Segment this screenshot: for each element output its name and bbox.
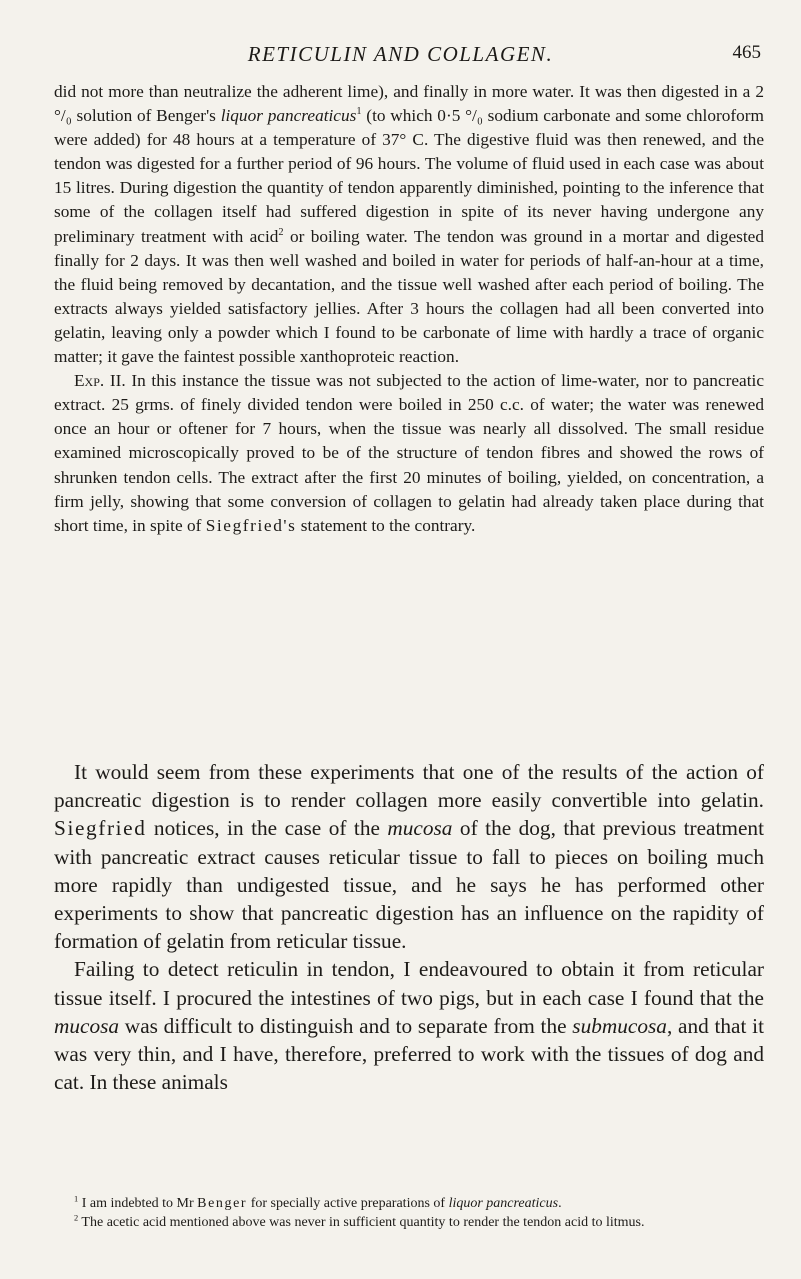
author-name: Siegfried's [205, 515, 297, 535]
footnote-ref-2: 2 [278, 226, 284, 238]
text-run: or boiling water. The tendon was ground in a mortar and digested finally for 2 days. It was then well washed and boiled in water for periods of half-an-hour at a time, the fluid being removed by decantation, and the tissue well washed after each period of boiling. The extracts always yielded satisfactory jellies. After 3 hours the collagen had all been converted into gelatin, leaving only a powder which I found to be carbonate of lime with hardly a trace of organic matter; it gave the faintest possible xanthoproteic reaction. [54, 226, 764, 367]
page-header [40, 42, 761, 72]
text-run: for specially active preparations of [247, 1196, 449, 1211]
footnote-1 [54, 1195, 764, 1214]
text-run: . [558, 1196, 562, 1211]
experiment-label: Exp. II. [74, 371, 126, 391]
paragraph-discussion-1 [54, 758, 764, 955]
text-run: of the dog, that previous treatment with pancreatic extract causes reticular tissue to fall to pieces on boiling much more rapidly than undigested tissue, and he says he has performed other experiments to show that pancreatic digestion has an influence on the rapidity of formation of gelatin from reticular tissue. [54, 816, 765, 954]
footnote-mark: 2 [74, 1212, 79, 1222]
author-name: Siegfried [54, 816, 147, 841]
italic-term: mucosa [54, 1013, 120, 1038]
text-run: , and that it was very thin, and I have, therefore, preferred to work with the tissues of dog and cat. In these animals [54, 1013, 764, 1095]
author-name: Benger [197, 1196, 248, 1211]
text-run: The acetic acid mentioned above was never in sufficient quantity to render the tendon acid to litmus. [78, 1214, 645, 1230]
experiment-text [54, 80, 764, 538]
italic-term: submucosa [572, 1013, 667, 1038]
text-run: statement to the contrary. [296, 515, 476, 535]
paragraph-exp-1-continued [54, 80, 764, 369]
text-run: It would seem from these experiments that one of the results of the action of pancreatic digestion is to render collagen more easily convertible into gelatin. [54, 760, 764, 813]
italic-term: liquor pancreaticus [220, 106, 357, 126]
text-run: I am indebted to Mr [78, 1196, 198, 1211]
footnotes [54, 1195, 764, 1232]
text-run: did not more than neutralize the adherent lime), and finally in more water. It was then digested in a 2 °/₀ solution of Benger's [54, 82, 764, 126]
text-run: In this instance the tissue was not subjected to the action of lime-water, nor to pancreatic extract. 25 grms. of finely divided tendon were boiled in 250 c.c. of water; the water was renewed once an hour or oftener for 7 hours, when the tissue was nearly all dissolved. The small residue examined microscopically proved to be of the structure of tendon fibres and showed the rows of shrunken tendon cells. The extract after the first 20 minutes of boiling, yielded, on concentration, a firm jelly, showing that some conversion of collagen to gelatin had already taken place during that short time, in spite of [54, 371, 764, 535]
text-run: was difficult to distinguish and to separate from the [119, 1013, 573, 1038]
italic-term: mucosa [387, 816, 453, 841]
italic-term: liquor pancreaticus [448, 1196, 559, 1211]
footnote-2 [54, 1214, 764, 1233]
footnote-mark: 1 [74, 1194, 79, 1204]
footnote-ref-1: 1 [356, 106, 362, 118]
page-number: 465 [732, 42, 761, 63]
paragraph-discussion-2 [54, 955, 764, 1096]
text-run: Failing to detect reticulin in tendon, I endeavoured to obtain it from reticular tissue itself. I procured the intestines of two pigs, but in each case I found that the [54, 957, 764, 1010]
discussion-text [54, 758, 764, 1096]
running-head: RETICULIN AND COLLAGEN. [247, 42, 554, 66]
paragraph-exp-2 [54, 369, 764, 538]
text-run: notices, in the case of the [146, 816, 388, 841]
text-run: (to which 0·5 °/₀ sodium carbonate and some chloroform were added) for 48 hours at a temperature of 37° C. The digestive fluid was then renewed, and the tendon was digested for a further period of 96 hours. The volume of fluid used in each case was about 15 litres. During digestion the quantity of tendon apparently diminished, pointing to the inference that some of the collagen itself had suffered digestion in spite of its never having undergone any preliminary treatment with acid [54, 106, 764, 246]
